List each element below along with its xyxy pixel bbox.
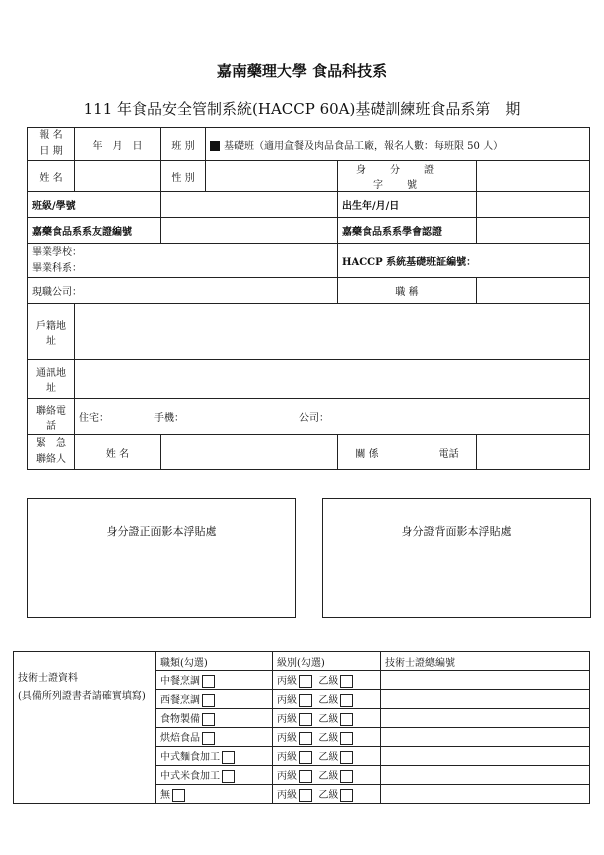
signup-date-label: 報 名 日 期 [28, 128, 75, 161]
birth-date-label: 出生年/月/日 [338, 192, 477, 218]
gender-field[interactable] [206, 161, 338, 192]
signup-date-field[interactable]: 年 月 日 [75, 128, 161, 161]
contact-phone-label: 聯絡電話 [28, 399, 75, 435]
class-value: 基礎班（適用盒餐及肉品食品工廠，報名人數：每班限 50 人） [206, 128, 590, 161]
checkbox-icon[interactable] [340, 675, 353, 688]
checkbox-icon[interactable] [202, 675, 215, 688]
cert-row: 西餐烹調 丙級 乙級 [14, 690, 590, 709]
emergency-name-field[interactable] [161, 435, 338, 470]
household-address-field[interactable] [75, 304, 590, 360]
checkbox-icon[interactable] [340, 732, 353, 745]
name-field[interactable] [75, 161, 161, 192]
checkbox-icon[interactable] [340, 713, 353, 726]
association-cert-label: 嘉藥食品系系學會認證 [338, 218, 477, 244]
job-title-field[interactable] [477, 278, 590, 304]
household-address-label: 戶籍地址 [28, 304, 75, 360]
job-title-label: 職 稱 [338, 278, 477, 304]
emergency-phone-field[interactable] [477, 435, 590, 470]
checkbox-icon[interactable] [299, 770, 312, 783]
page-title: 嘉南藥理大學 食品科技系 [216, 62, 388, 80]
id-number-label: 身分證字號 [338, 161, 477, 192]
checkbox-icon[interactable] [299, 713, 312, 726]
mailing-address-field[interactable] [75, 360, 590, 399]
checkbox-icon[interactable] [299, 694, 312, 707]
cert-number-field[interactable] [381, 785, 590, 804]
gender-label: 性 別 [161, 161, 206, 192]
cert-number-field[interactable] [381, 690, 590, 709]
alumni-id-field[interactable] [161, 218, 338, 244]
page-subtitle: 111 年食品安全管制系統(HACCP 60A)基礎訓練班食品系第 期 [83, 100, 521, 118]
name-label: 姓 名 [28, 161, 75, 192]
class-student-id-label: 班級/學號 [28, 192, 161, 218]
checkbox-icon[interactable] [340, 751, 353, 764]
alumni-id-label: 嘉藥食品系系友證編號 [28, 218, 161, 244]
checked-box-icon [210, 141, 220, 151]
cert-row: 中式米食加工 丙級 乙級 [14, 766, 590, 785]
cert-number-field[interactable] [381, 766, 590, 785]
checkbox-icon[interactable] [222, 751, 235, 764]
cert-row: 烘焙食品 丙級 乙級 [14, 728, 590, 747]
col-level-header: 級別(勾選) [273, 652, 381, 671]
cert-row: 食物製備 丙級 乙級 [14, 709, 590, 728]
current-company-field[interactable]: 現職公司： [28, 278, 338, 304]
cert-row: 中式麵食加工 丙級 乙級 [14, 747, 590, 766]
registration-form [27, 127, 590, 470]
cert-number-field[interactable] [381, 671, 590, 690]
haccp-cert-number-field[interactable]: HACCP 系統基礎班証編號： [338, 244, 590, 278]
checkbox-icon[interactable] [299, 789, 312, 802]
checkbox-icon[interactable] [202, 713, 215, 726]
checkbox-icon[interactable] [299, 675, 312, 688]
class-label: 班 別 [161, 128, 206, 161]
mailing-address-label: 通訊地址 [28, 360, 75, 399]
checkbox-icon[interactable] [202, 732, 215, 745]
class-student-id-field[interactable] [161, 192, 338, 218]
emergency-contact-label: 緊 急 聯絡人 [28, 435, 75, 470]
association-cert-field[interactable] [477, 218, 590, 244]
checkbox-icon[interactable] [340, 789, 353, 802]
col-number-header: 技術士證總編號 [381, 652, 590, 671]
cert-row: 無 丙級 乙級 [14, 785, 590, 804]
checkbox-icon[interactable] [202, 694, 215, 707]
graduation-info-field[interactable]: 畢業學校： 畢業科系： [28, 244, 338, 278]
col-type-header: 職類(勾選) [156, 652, 273, 671]
cert-row: 中餐烹調 丙級 乙級 [14, 671, 590, 690]
contact-phone-field[interactable]: 住宅： 手機： 公司： [75, 399, 590, 435]
cert-number-field[interactable] [381, 709, 590, 728]
checkbox-icon[interactable] [340, 770, 353, 783]
cert-number-field[interactable] [381, 747, 590, 766]
relation-label: 關 係 電話 [338, 435, 477, 470]
checkbox-icon[interactable] [222, 770, 235, 783]
id-front-paste-area: 身分證正面影本浮貼處 [27, 498, 296, 618]
technician-cert-table [13, 651, 590, 804]
checkbox-icon[interactable] [340, 694, 353, 707]
checkbox-icon[interactable] [299, 751, 312, 764]
checkbox-icon[interactable] [172, 789, 185, 802]
id-back-paste-area: 身分證背面影本浮貼處 [322, 498, 591, 618]
cert-info-label: 技術士證資料 (具備所列證書者請確實填寫) [14, 652, 156, 804]
cert-number-field[interactable] [381, 728, 590, 747]
id-number-field[interactable] [477, 161, 590, 192]
emergency-name-label: 姓 名 [75, 435, 161, 470]
birth-date-field[interactable] [477, 192, 590, 218]
checkbox-icon[interactable] [299, 732, 312, 745]
